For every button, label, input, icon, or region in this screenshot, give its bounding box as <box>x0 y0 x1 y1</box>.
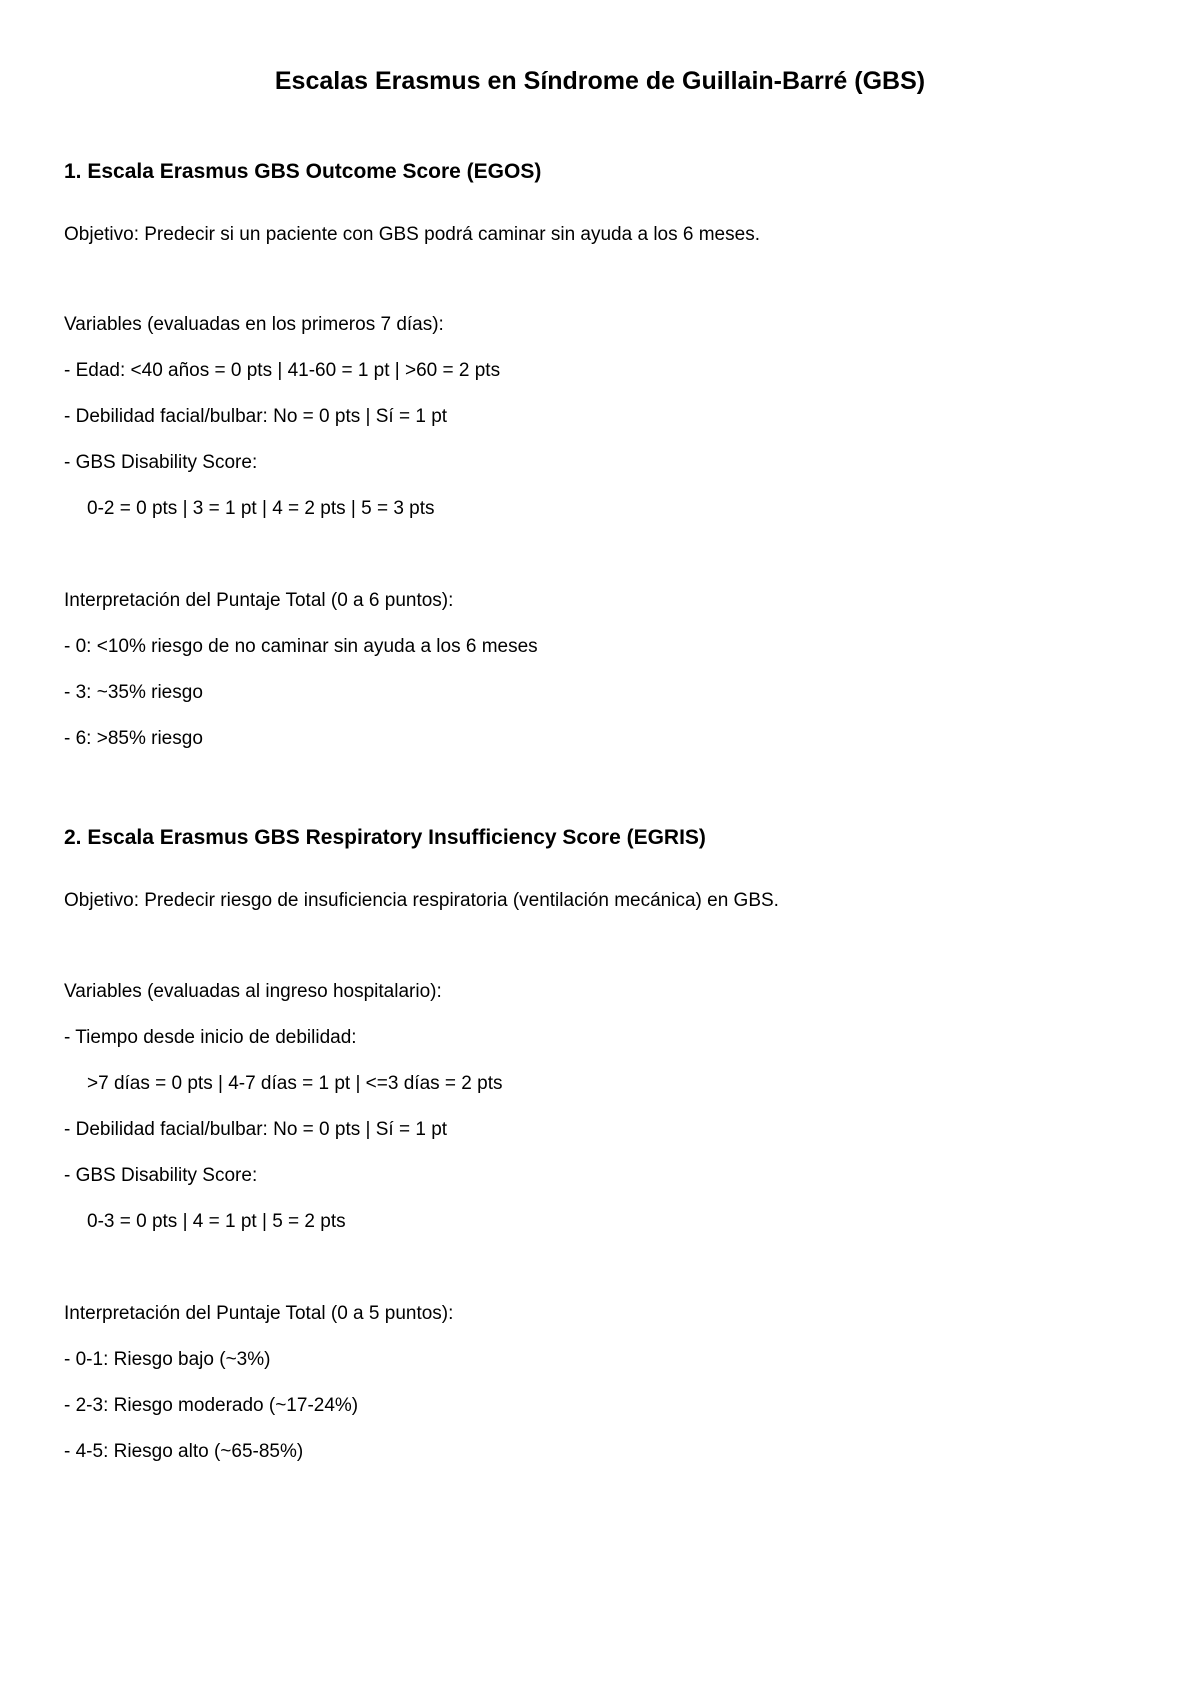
egris-var-disability: - GBS Disability Score: <box>64 1165 258 1186</box>
egris-var-time: - Tiempo desde inicio de debilidad: <box>64 1027 357 1048</box>
egris-objective: Objetivo: Predecir riesgo de insuficiencia respiratoria (ventilación mecánica) en GBS. <box>64 890 779 911</box>
egos-interp-3: - 3: ~35% riesgo <box>64 682 203 703</box>
egos-variables-heading: Variables (evaluadas en los primeros 7 días): <box>64 314 444 335</box>
egos-interp-heading: Interpretación del Puntaje Total (0 a 6 puntos): <box>64 590 454 611</box>
egris-interp-low: - 0-1: Riesgo bajo (~3%) <box>64 1349 271 1370</box>
egos-interp-0: - 0: <10% riesgo de no caminar sin ayuda a los 6 meses <box>64 636 538 657</box>
egos-var-disability-values: 0-2 = 0 pts | 3 = 1 pt | 4 = 2 pts | 5 = 3 pts <box>87 498 435 519</box>
egos-interp-6: - 6: >85% riesgo <box>64 728 203 749</box>
egris-interp-high: - 4-5: Riesgo alto (~65-85%) <box>64 1441 304 1462</box>
egris-variables-heading: Variables (evaluadas al ingreso hospitalario): <box>64 981 442 1002</box>
egos-var-disability: - GBS Disability Score: <box>64 452 258 473</box>
egris-var-disability-values: 0-3 = 0 pts | 4 = 1 pt | 5 = 2 pts <box>87 1211 346 1232</box>
egris-interp-heading: Interpretación del Puntaje Total (0 a 5 puntos): <box>64 1303 454 1324</box>
egris-interp-mid: - 2-3: Riesgo moderado (~17-24%) <box>64 1395 359 1416</box>
document-title: Escalas Erasmus en Síndrome de Guillain-Barré (GBS) <box>274 67 926 95</box>
egos-var-facial: - Debilidad facial/bulbar: No = 0 pts | Sí = 1 pt <box>64 406 448 427</box>
egris-heading: 2. Escala Erasmus GBS Respiratory Insufficiency Score (EGRIS) <box>64 826 706 849</box>
egos-heading: 1. Escala Erasmus GBS Outcome Score (EGOS) <box>64 160 542 183</box>
egris-var-time-values: >7 días = 0 pts | 4-7 días = 1 pt | <=3 días = 2 pts <box>87 1073 503 1094</box>
egos-objective: Objetivo: Predecir si un paciente con GBS podrá caminar sin ayuda a los 6 meses. <box>64 224 760 245</box>
egris-var-facial: - Debilidad facial/bulbar: No = 0 pts | Sí = 1 pt <box>64 1119 448 1140</box>
egos-var-age: - Edad: <40 años = 0 pts | 41-60 = 1 pt | >60 = 2 pts <box>64 360 501 381</box>
